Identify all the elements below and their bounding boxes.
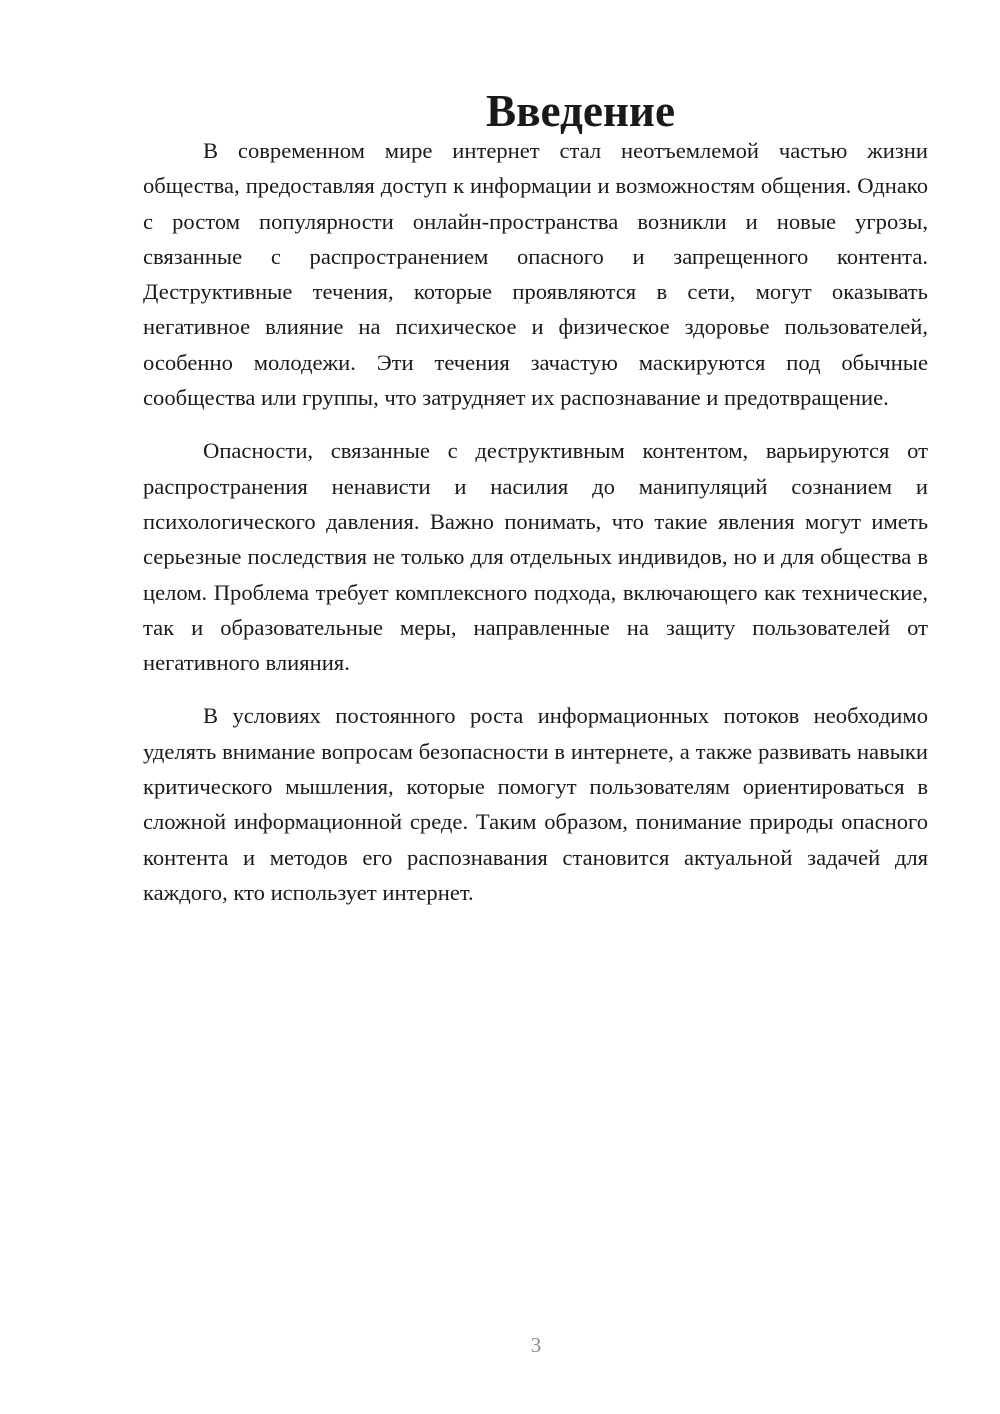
paragraph-3: В условиях постоянного роста информационных потоков необходимо уделять внимание вопросам безопасности в интернете, а также развивать навыки критического мышления, которые помогут пользователям ориентироваться в сложной информационной среде. Таким образом, понимание природы опасного контента и методов его распознавания становится актуальной задачей для каждого, кто использует интернет. bbox=[143, 703, 928, 905]
document-body bbox=[143, 86, 928, 928]
section-heading: Введение bbox=[485, 86, 676, 136]
page-number: 3 bbox=[530, 1333, 542, 1357]
paragraph-1: В современном мире интернет стал неотъемлемой частью жизни общества, предоставляя доступ к информации и возможностям общения. Однако с ростом популярности онлайн-пространства возникли и новые угрозы, связанные с распространением опасного и запрещенного контента. Деструктивные течения, которые проявляются в сети, могут оказывать негативное влияние на психическое и физическое здоровье пользователей, особенно молодежи. Эти течения зачастую маскируются под обычные сообщества или группы, что затрудняет их распознавание и предотвращение. bbox=[143, 138, 928, 411]
paragraph-2: Опасности, связанные с деструктивным контентом, варьируются от распространения ненависти и насилия до манипуляций сознанием и психологического давления. Важно понимать, что такие явления могут иметь серьезные последствия не только для отдельных индивидов, но и для общества в целом. Проблема требует комплексного подхода, включающего как технические, так и образовательные меры, направленные на защиту пользователей от негативного влияния. bbox=[143, 438, 928, 676]
